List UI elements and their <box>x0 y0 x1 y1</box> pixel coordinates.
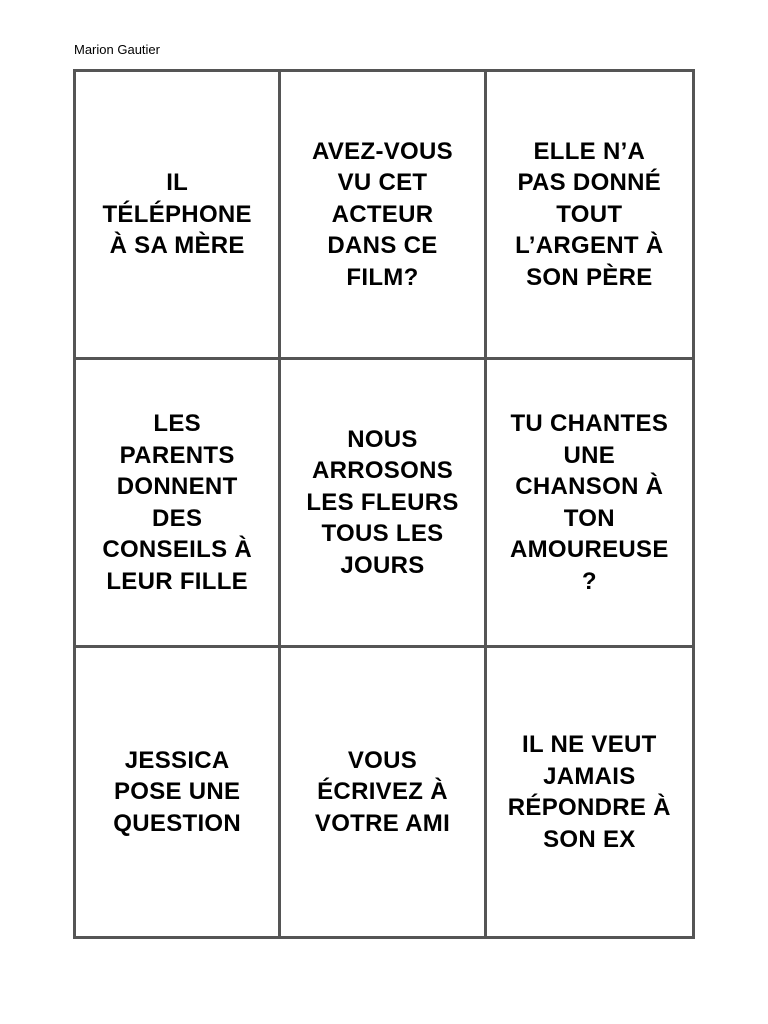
sentence-card <box>76 648 281 936</box>
card-line: ? <box>581 567 597 595</box>
card-line: UNE <box>563 441 616 469</box>
card-line: TU CHANTES <box>510 410 669 437</box>
card-line: LEUR FILLE <box>106 567 248 595</box>
card-text <box>102 408 252 597</box>
card-line: AVEZ-VOUS <box>312 137 453 165</box>
sentence-card <box>281 648 486 936</box>
card-line: SON EX <box>543 825 636 853</box>
card-line: RÉPONDRE À <box>507 794 671 821</box>
sentence-card <box>487 648 692 936</box>
card-line: PAS DONNÉ <box>517 169 662 197</box>
card-line: TON <box>563 504 615 532</box>
card-line: ELLE N’A <box>533 137 646 165</box>
card-line: DES <box>152 504 203 532</box>
card-line: FILM? <box>346 263 419 291</box>
card-line: ACTEUR <box>331 200 434 228</box>
card-line: ÉCRIVEZ À <box>317 778 448 806</box>
card-line: AMOUREUSE <box>509 536 669 563</box>
card-text <box>312 136 453 294</box>
card-line: L’ARGENT À <box>515 232 664 260</box>
card-line: DONNENT <box>116 473 238 500</box>
card-line: PARENTS <box>119 441 235 469</box>
card-text <box>102 167 251 262</box>
card-line: LES FLEURS <box>306 488 459 516</box>
card-text <box>515 136 663 294</box>
sentence-card <box>76 72 281 360</box>
sentence-card <box>487 360 692 648</box>
card-line: CHANSON À <box>515 473 664 500</box>
sentence-card <box>487 72 692 360</box>
sentence-card <box>281 360 486 648</box>
card-grid <box>73 69 695 939</box>
card-line: LES <box>153 410 201 437</box>
card-text <box>315 745 450 840</box>
card-line: À SA MÈRE <box>109 232 245 260</box>
card-line: JAMAIS <box>543 762 636 790</box>
card-line: TOUS LES <box>321 520 444 548</box>
card-text <box>508 729 671 855</box>
card-line: POSE UNE <box>113 778 241 806</box>
card-line: CONSEILS À <box>102 536 252 563</box>
card-line: DANS CE <box>327 232 438 260</box>
sentence-card <box>281 72 486 360</box>
card-text <box>306 424 458 582</box>
card-line: QUESTION <box>113 809 242 837</box>
card-line: ARROSONS <box>311 457 454 485</box>
card-line: TÉLÉPHONE <box>102 200 252 228</box>
card-text <box>510 408 669 597</box>
card-line: SON PÈRE <box>526 263 653 291</box>
card-line: JESSICA <box>124 746 230 774</box>
author-name: Marion Gautier <box>74 42 160 57</box>
card-line: TOUT <box>556 200 623 228</box>
card-line: VOTRE AMI <box>314 809 451 837</box>
sentence-card <box>76 360 281 648</box>
card-text <box>113 745 241 840</box>
card-line: NOUS <box>347 425 418 453</box>
card-line: VU CET <box>337 169 428 197</box>
card-line: IL <box>166 169 189 197</box>
card-line: JOURS <box>340 551 425 579</box>
card-line: IL NE VEUT <box>522 731 657 758</box>
card-line: VOUS <box>347 746 418 774</box>
